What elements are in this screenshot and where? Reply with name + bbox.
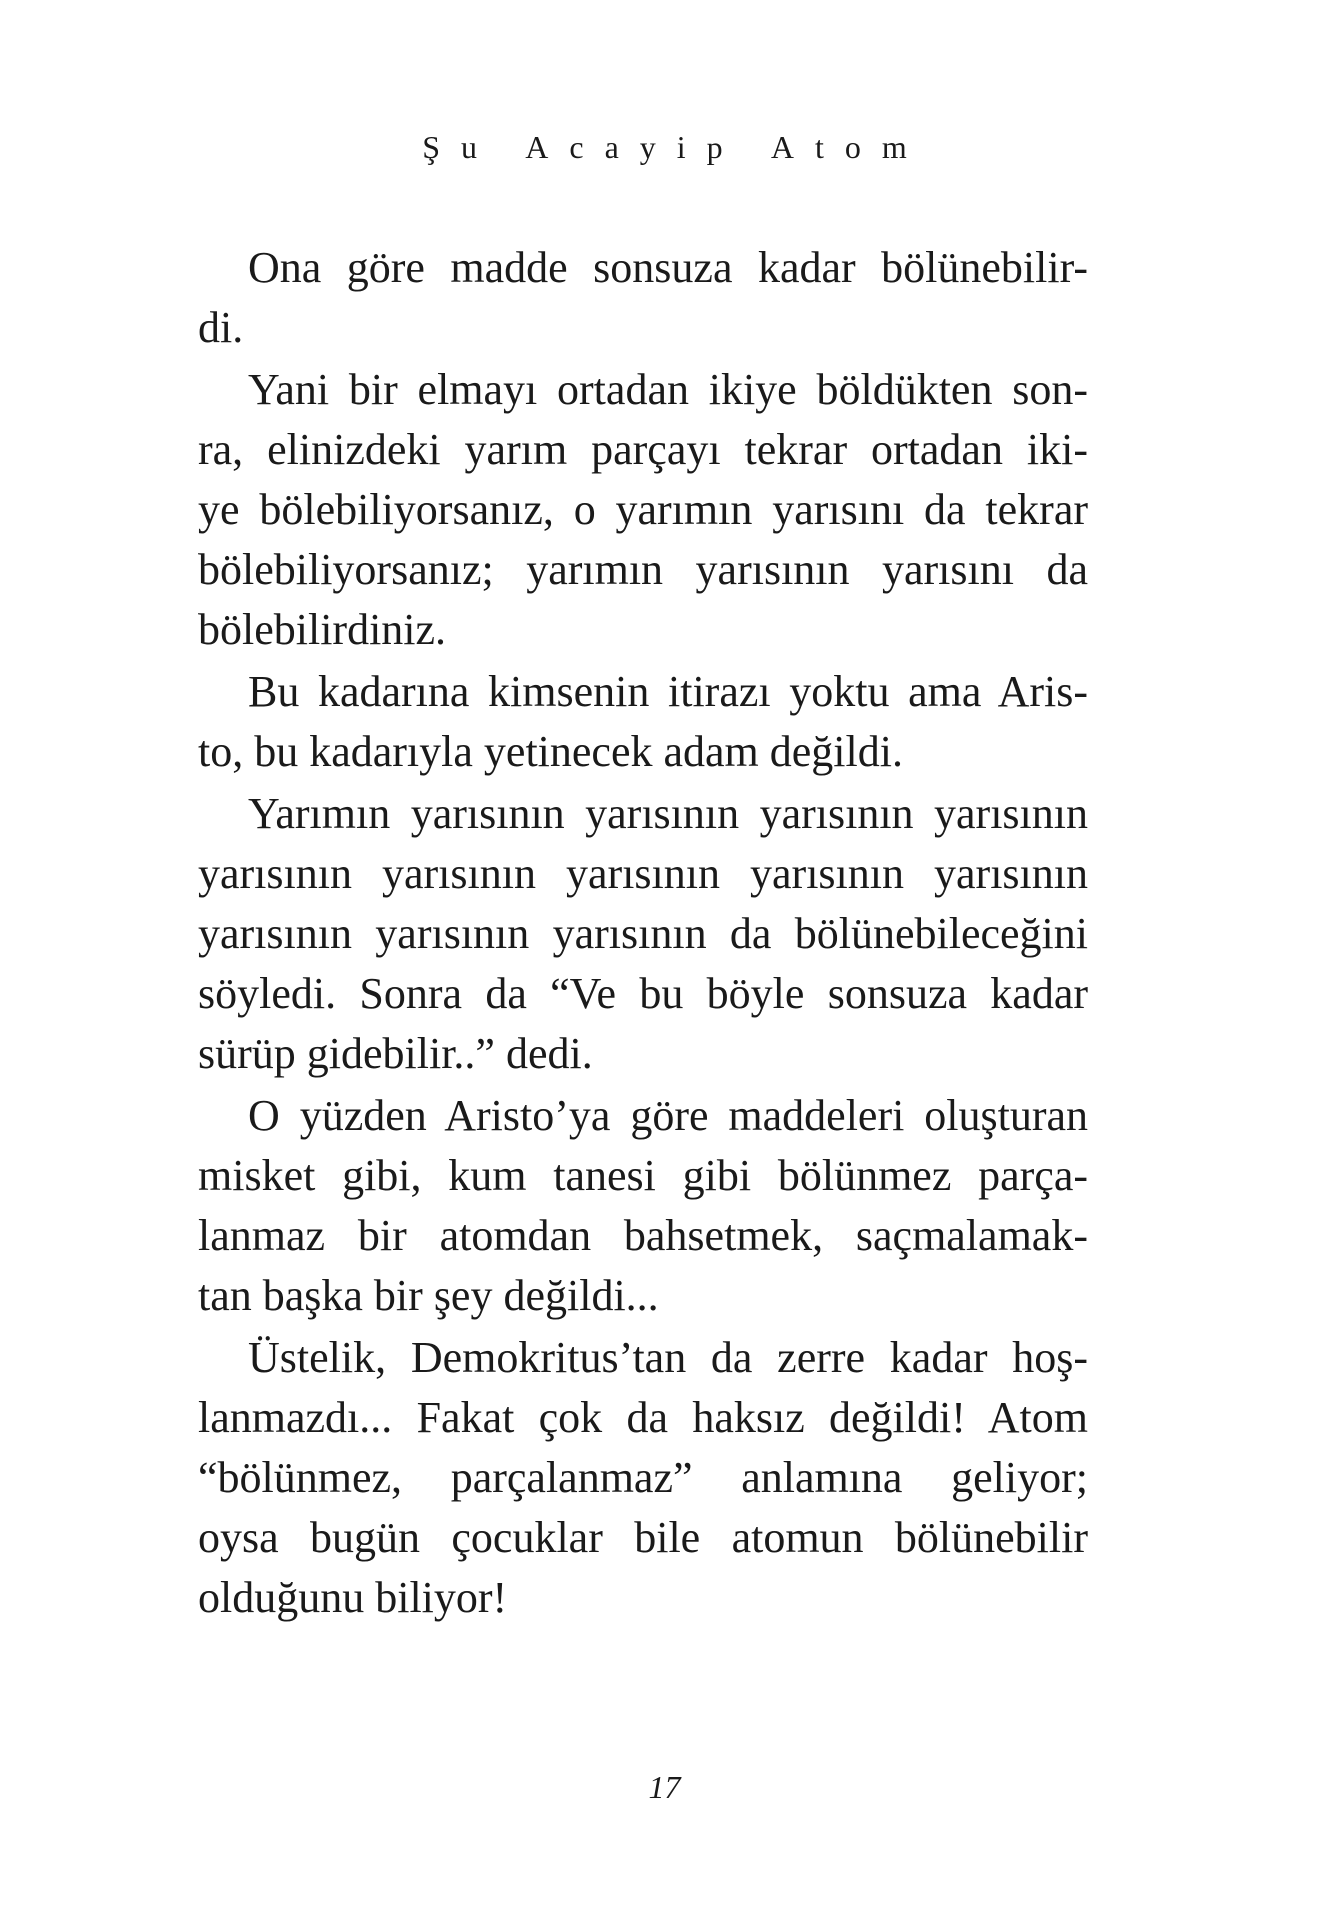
text-line: Ona göre madde sonsuza kadar bölünebilir- <box>248 243 1088 292</box>
text-line: yarısının yarısının yarısının yarısının yarısının <box>198 849 1088 898</box>
text-line: olduğunu biliyor! <box>198 1573 508 1622</box>
text-line: söyledi. Sonra da “Ve bu böyle sonsuza kadar <box>198 969 1088 1018</box>
text-line: lanmazdı... Fakat çok da haksız değildi! Atom <box>198 1393 1088 1442</box>
text-line: di. <box>198 303 244 352</box>
body-text <box>198 238 1088 1630</box>
text-line: bölebilirdiniz. <box>198 605 447 654</box>
paragraph <box>198 662 1088 782</box>
paragraph <box>198 1328 1088 1628</box>
text-line: bölebiliyorsanız; yarımın yarısının yarısını da <box>198 545 1088 594</box>
text-line: misket gibi, kum tanesi gibi bölünmez parça- <box>198 1151 1088 1200</box>
text-line: Bu kadarına kimsenin itirazı yoktu ama Aris- <box>248 667 1088 716</box>
text-line: Yarımın yarısının yarısının yarısının yarısının <box>248 789 1088 838</box>
text-line: ye bölebiliyorsanız, o yarımın yarısını da tekrar <box>198 485 1088 534</box>
text-line: Yani bir elmayı ortadan ikiye böldükten son- <box>248 365 1088 414</box>
paragraph <box>198 1086 1088 1326</box>
text-line: Üstelik, Demokritus’tan da zerre kadar hoş- <box>248 1333 1088 1382</box>
text-line: yarısının yarısının yarısının da bölünebileceğini <box>198 909 1088 958</box>
paragraph <box>198 360 1088 660</box>
text-line: O yüzden Aristo’ya göre maddeleri oluşturan <box>248 1091 1088 1140</box>
text-line: sürüp gidebilir..” dedi. <box>198 1029 593 1078</box>
text-line: lanmaz bir atomdan bahsetmek, saçmalamak- <box>198 1211 1088 1260</box>
text-line: tan başka bir şey değildi... <box>198 1271 659 1320</box>
paragraph <box>198 784 1088 1084</box>
text-line: to, bu kadarıyla yetinecek adam değildi. <box>198 727 903 776</box>
text-line: ra, elinizdeki yarım parçayı tekrar ortadan iki- <box>198 425 1088 474</box>
paragraph <box>198 238 1088 358</box>
page-number: 17 <box>648 1769 681 1805</box>
text-line: oysa bugün çocuklar bile atomun bölünebilir <box>198 1513 1088 1562</box>
running-header: Şu Acayip Atom <box>422 129 928 165</box>
text-line: “bölünmez, parçalanmaz” anlamına geliyor; <box>198 1453 1088 1502</box>
